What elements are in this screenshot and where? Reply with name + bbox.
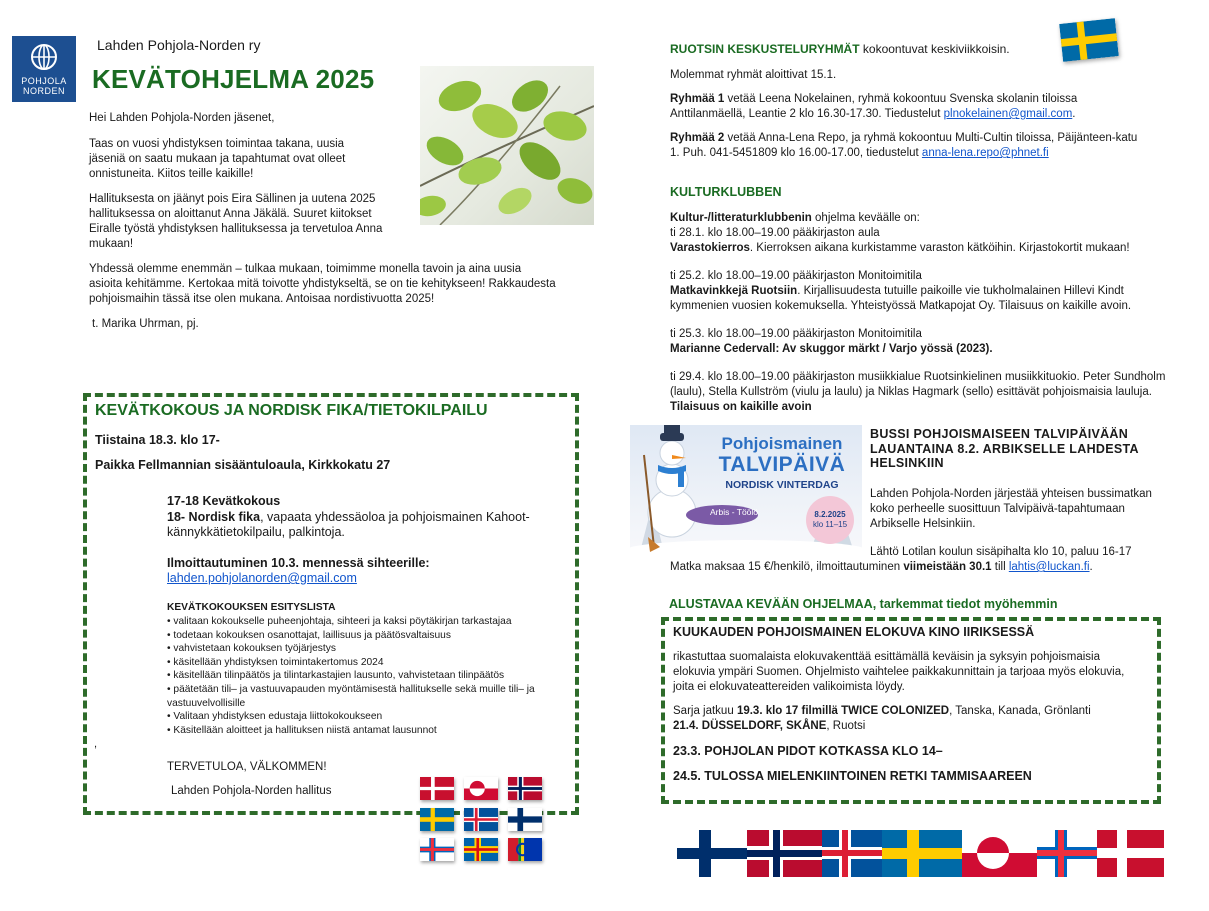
group1-text: vetää Leena Nokelainen, ryhmä kokoontuu Svenska skolanin tiloissa Anttilanmäellä, Leantie 2 klo 16.30-17.30. Tiedustelut [670, 93, 1078, 120]
stray-comma: , [94, 738, 98, 750]
group2-label: Ryhmää 2 [670, 132, 725, 144]
intro-p2: Hallituksesta on jäänyt pois Eira Sällinen ja uutena 2025 hallituksessa on aloittanut Anna Jäkälä. Suuret kiitokset Eiralle työstä yhdistyksen hallituksessa ja tervetuloa Anna mukaan! [89, 193, 383, 250]
agenda-item: • vahvistetaan kokouksen työjärjestys [167, 642, 567, 656]
iceland-flag-icon [464, 808, 498, 831]
prelim-series [673, 704, 1153, 734]
kultur-e2-when: ti 25.2. klo 18.00–19.00 pääkirjaston Monitoimitila [670, 270, 922, 282]
kultur-e4-bold: Tilaisuus on kaikille avoin [670, 401, 812, 413]
meeting-title: KEVÄTKOKOUS JA NORDISK FIKA/TIETOKILPAILU [95, 402, 488, 419]
intro-signature: t. Marika Uhrman, pj. [92, 318, 199, 330]
prelim-event1: 23.3. POHJOLAN PIDOT KOTKASSA KLO 14– [673, 744, 943, 758]
agenda-item: • valitaan kokoukselle puheenjohtaja, sihteeri ja kaksi pöytäkirjan tarkastajaa [167, 615, 567, 629]
series-a: Sarja jatkuu [673, 705, 737, 717]
intro-greeting: Hei Lahden Pohjola-Norden jäsenet, [89, 112, 275, 124]
prelim-series-line1 [673, 704, 1153, 719]
poster-date: 8.2.2025 [814, 510, 846, 519]
kultur-intro [670, 211, 1170, 226]
bus-p3a: Matka maksaa 15 €/henkilö, ilmoittautuminen [670, 561, 904, 573]
greenland-flag-icon [464, 777, 498, 800]
kultur-e1-rest: . Kierroksen aikana kurkistamme varaston kätköihin. Kirjastokortit mukaan! [749, 242, 1130, 254]
agenda-item: • päätetään tili– ja vastuuvapauden myöntämisestä hallitukselle sekä muille tili– ja vastuuvelvollisille [167, 683, 567, 710]
intro-p1: Taas on vuosi yhdistyksen toimintaa takana, uusia jäseniä on saatu mukaan ja tapahtumat ovat olleet onnistuneita. Kiitos teille kaikille! [89, 138, 346, 180]
group2-email-link[interactable]: anna-lena.repo@phnet.fi [921, 147, 1049, 159]
swedish-section [670, 68, 1140, 161]
bus-p1: Lahden Pohjola-Norden järjestää yhteisen bussimatkan koko perheelle suosittuun Talvipäivä-tapahtumaan Arbikselle Helsinkiin. [870, 488, 1152, 530]
kultur-e2-bold: Matkavinkkejä Ruotsiin [670, 285, 798, 297]
meeting-slot2-rest: , vapaata yhdessäoloa ja pohjoismainen Kahoot-kännykkätietokilpailu, palkintoja. [167, 509, 530, 539]
talvipaiva-poster [630, 425, 862, 552]
poster-sub: NORDISK VINTERDAG [725, 479, 839, 491]
kultur-e1-desc [670, 241, 1170, 256]
kultur-e4 [670, 370, 1170, 415]
kultur-intro-rest: ohjelma keväälle on: [811, 212, 920, 224]
org-name: Lahden Pohjola-Norden ry [97, 37, 261, 53]
meeting-register: Ilmoittautuminen 10.3. mennessä sihteerille: [167, 555, 430, 570]
swedish-title-rest: kokoontuvat keskiviikkoisin. [859, 42, 1010, 56]
prelim-title: ALUSTAVAA KEVÄÄN OHJELMAA, tarkemmat tiedot myöhemmin [669, 597, 1058, 611]
poster-title2: TALVIPÄIVÄ [718, 453, 846, 476]
sweden-flag-icon [1059, 18, 1119, 62]
kultur-e2-rest: . Kirjallisuudesta tutuille paikoille vie tukholmalainen Hillevi Kindt kymmenien vuosien kokemuksella. Yhteistyössä Matkapojat Oy. Tilaisuus on kaikille avoin. [670, 285, 1132, 312]
prelim-box-title: KUUKAUDEN POHJOISMAINEN ELOKUVA KINO IIRIKSESSÄ [673, 625, 1035, 639]
aland-flag-icon [464, 838, 498, 861]
kultur-e4-text: ti 29.4. klo 18.00–19.00 pääkirjaston musiikkialue Ruotsinkielinen musiikkituokio. Peter Sundholm (laulu), Stella Kullström (viulu ja laulu) ja Niklas Hagmark (sello) esittävät pohjoismaisia lauluja. [670, 371, 1166, 398]
series-c: , Tanska, Kanada, Grönlanti [949, 705, 1091, 717]
kultur-e3-desc: Marianne Cedervall: Av skuggor märkt / Varjo yössä (2023). [670, 343, 993, 355]
meeting-email-link[interactable]: lahden.pohjolanorden@gmail.com [167, 571, 357, 585]
group2-text: vetää Anna-Lena Repo, ja ryhmä kokoontuu Multi-Cultin tiloissa, Päijänteen-katu 1. Puh. 041-5451809 klo 16.00-17.00, tiedustelut [670, 132, 1138, 159]
agenda-item: • todetaan kokouksen osanottajat, laillisuus ja päätösvaltaisuus [167, 629, 567, 643]
swedish-group1 [670, 92, 1140, 122]
bus-email-link[interactable]: lahtis@luckan.fi [1008, 561, 1090, 573]
bus-p3 [670, 561, 1093, 573]
agenda-item: • Käsitellään aloitteet ja hallituksen niistä antamat lausunnot [167, 724, 567, 738]
meeting-slot2 [167, 510, 567, 541]
meeting-slot1: 17-18 Kevätkokous [167, 494, 281, 508]
prelim-box-text: rikastuttaa suomalaista elokuvakenttää esittämällä keväisin ja syksyin pohjoismaisia elokuvia ympäri Suomen. Ohjelmisto vaihtelee paikkakunnittain ja tarjoaa myös elokuvia, joita ei elokuvateattereiden valikoimista löydy. [673, 651, 1125, 693]
kultur-e2-desc [670, 284, 1170, 314]
agenda-item: • käsitellään tilinpäätös ja tilintarkastajien lausunto, vahvistetaan tilinpäätös [167, 669, 567, 683]
agenda-list [167, 615, 567, 737]
kultur-e3-when: ti 25.3. klo 18.00–19.00 pääkirjaston Monitoimitila [670, 328, 922, 340]
swedish-group2 [670, 131, 1140, 161]
meeting-place: Paikka Fellmannian sisääntuloaula, Kirkkokatu 27 [95, 458, 391, 472]
series-b: 19.3. klo 17 filmillä TWICE COLONIZED [736, 705, 950, 717]
page-title: KEVÄTOHJELMA 2025 [92, 64, 375, 94]
kultur-intro-bold: Kultur-/litteraturklubbenin [670, 212, 812, 224]
poster-time: klo 11–15 [812, 520, 848, 529]
meeting-slot2-bold: 18- Nordisk fika [167, 509, 261, 524]
meeting-board: Lahden Pohjola-Norden hallitus [171, 785, 332, 797]
group1-label: Ryhmää 1 [670, 93, 725, 105]
kultur-e1-bold: Varastokierros [670, 242, 750, 254]
agenda-item: • Valitaan yhdistyksen edustaja liittokokoukseen [167, 710, 567, 724]
denmark-flag-icon [420, 777, 454, 800]
swedish-title [670, 42, 1010, 56]
sami-flag-icon [508, 838, 542, 861]
group1-email-link[interactable]: plnokelainen@gmail.com [943, 108, 1073, 120]
poster-venue: Arbis - Töölö [709, 507, 759, 517]
swedish-title-green: RUOTSIN KESKUSTELURYHMÄT [670, 42, 860, 56]
logo-text-1: POHJOLA [21, 76, 67, 86]
series2-b: 21.4. DÜSSELDORF, SKÅNE [673, 720, 827, 732]
kultur-e1-when: ti 28.1. klo 18.00–19.00 pääkirjaston aula [670, 227, 880, 239]
prelim-series-line2 [673, 719, 1153, 734]
sweden-flag-icon [420, 808, 454, 831]
intro-p3: Yhdessä olemme enemmän – tulkaa mukaan, toimimme monella tavoin ja aina uusia asioita kehitämme. Kertokaa mitä toivotte yhdistykseltä, se on tie kehitykseen! Rakkaudesta pohjoismaihin tässä itse olen mukana. Antoisaa nordistivuotta 2025! [89, 263, 556, 305]
bus-p3b: viimeistään 30.1 [903, 561, 992, 573]
agenda-item: • käsitellään yhdistyksen toimintakertomus 2024 [167, 656, 567, 670]
faroe-flag-icon [420, 838, 454, 861]
kultur-title: KULTURKLUBBEN [670, 185, 782, 199]
pohjola-norden-logo [12, 36, 76, 102]
nordic-flags-banner [677, 830, 1164, 877]
logo-text-2: NORDEN [22, 86, 65, 96]
agenda-title: KEVÄTKOKOUKSEN ESITYSLISTA [167, 602, 336, 613]
meeting-welcome: TERVETULOA, VÄLKOMMEN! [167, 761, 327, 773]
bus-p3d: . [1089, 561, 1093, 573]
meeting-details [167, 494, 567, 587]
kultur-section [670, 211, 1170, 415]
poster-title1: Pohjoismainen [721, 434, 843, 453]
series2-c: , Ruotsi [826, 720, 866, 732]
group1-end: . [1072, 108, 1076, 120]
intro-section [89, 111, 559, 332]
finland-flag-icon [508, 808, 542, 831]
bus-title: BUSSI POHJOISMAISEEN TALVIPÄIVÄÄN LAUANTAINA 8.2. ARBIKSELLE LAHDESTA HELSINKIIN [870, 427, 1139, 470]
norway-flag-icon [508, 777, 542, 800]
bus-p3c: till [991, 561, 1009, 573]
bus-p2: Lähtö Lotilan koulun sisäpihalta klo 10, paluu 16-17 [870, 546, 1132, 558]
swedish-start: Molemmat ryhmät aloittivat 15.1. [670, 69, 837, 81]
meeting-date: Tiistaina 18.3. klo 17- [95, 433, 220, 447]
prelim-event2: 24.5. TULOSSA MIELENKIINTOINEN RETKI TAMMISAAREEN [673, 769, 1032, 783]
globe-logo-icon [29, 42, 59, 72]
